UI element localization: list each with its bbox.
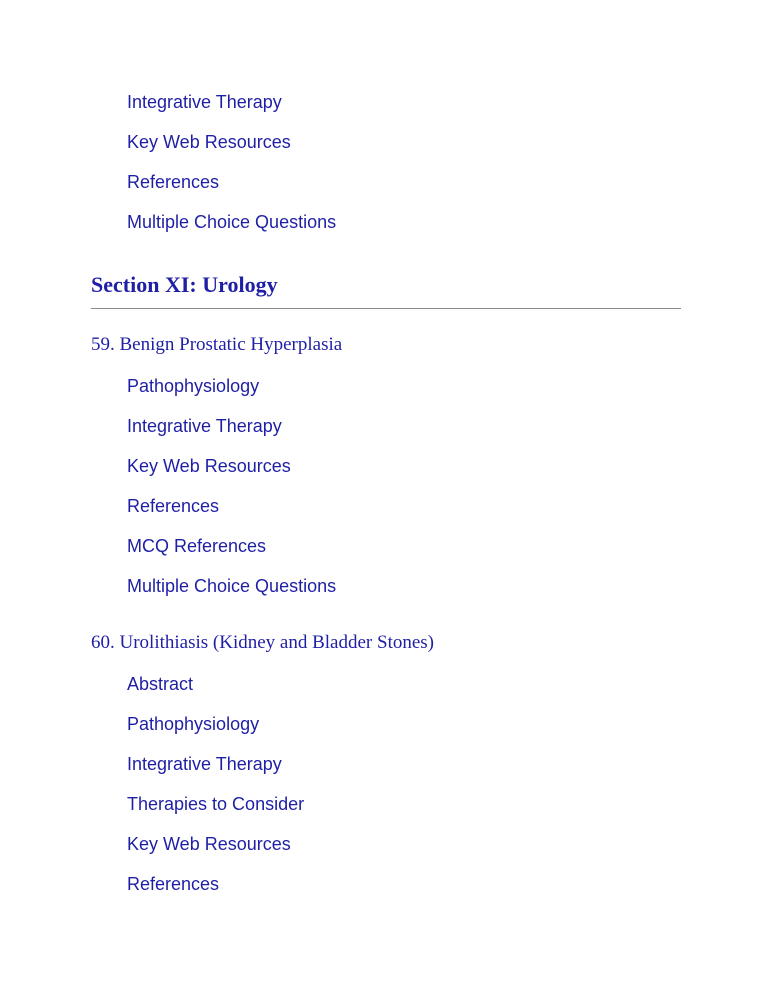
toc-link-integrative-therapy[interactable]: Integrative Therapy [127, 92, 282, 112]
section-divider [91, 308, 681, 309]
toc-link-pathophysiology[interactable]: Pathophysiology [127, 376, 260, 396]
toc-link-integrative-therapy[interactable]: Integrative Therapy [127, 416, 282, 436]
toc-link-therapies-to-consider[interactable]: Therapies to Consider [127, 794, 305, 814]
section-heading[interactable]: Section XI: Urology [91, 272, 278, 297]
toc-link-mcq-references[interactable]: MCQ References [127, 536, 267, 556]
toc-link-pathophysiology[interactable]: Pathophysiology [127, 714, 260, 734]
toc-link-references[interactable]: References [127, 496, 220, 516]
chapter-title-60[interactable]: 60. Urolithiasis (Kidney and Bladder Stones) [91, 632, 435, 653]
toc-link-references[interactable]: References [127, 172, 220, 192]
toc-link-key-web-resources[interactable]: Key Web Resources [127, 834, 291, 854]
toc-link-references[interactable]: References [127, 874, 220, 894]
toc-link-abstract[interactable]: Abstract [127, 674, 194, 694]
toc-link-key-web-resources[interactable]: Key Web Resources [127, 132, 291, 152]
toc-link-multiple-choice-questions[interactable]: Multiple Choice Questions [127, 576, 337, 596]
chapter-title-59[interactable]: 59. Benign Prostatic Hyperplasia [91, 334, 343, 355]
toc-link-integrative-therapy[interactable]: Integrative Therapy [127, 754, 282, 774]
toc-link-multiple-choice-questions[interactable]: Multiple Choice Questions [127, 212, 337, 232]
toc-link-key-web-resources[interactable]: Key Web Resources [127, 456, 291, 476]
